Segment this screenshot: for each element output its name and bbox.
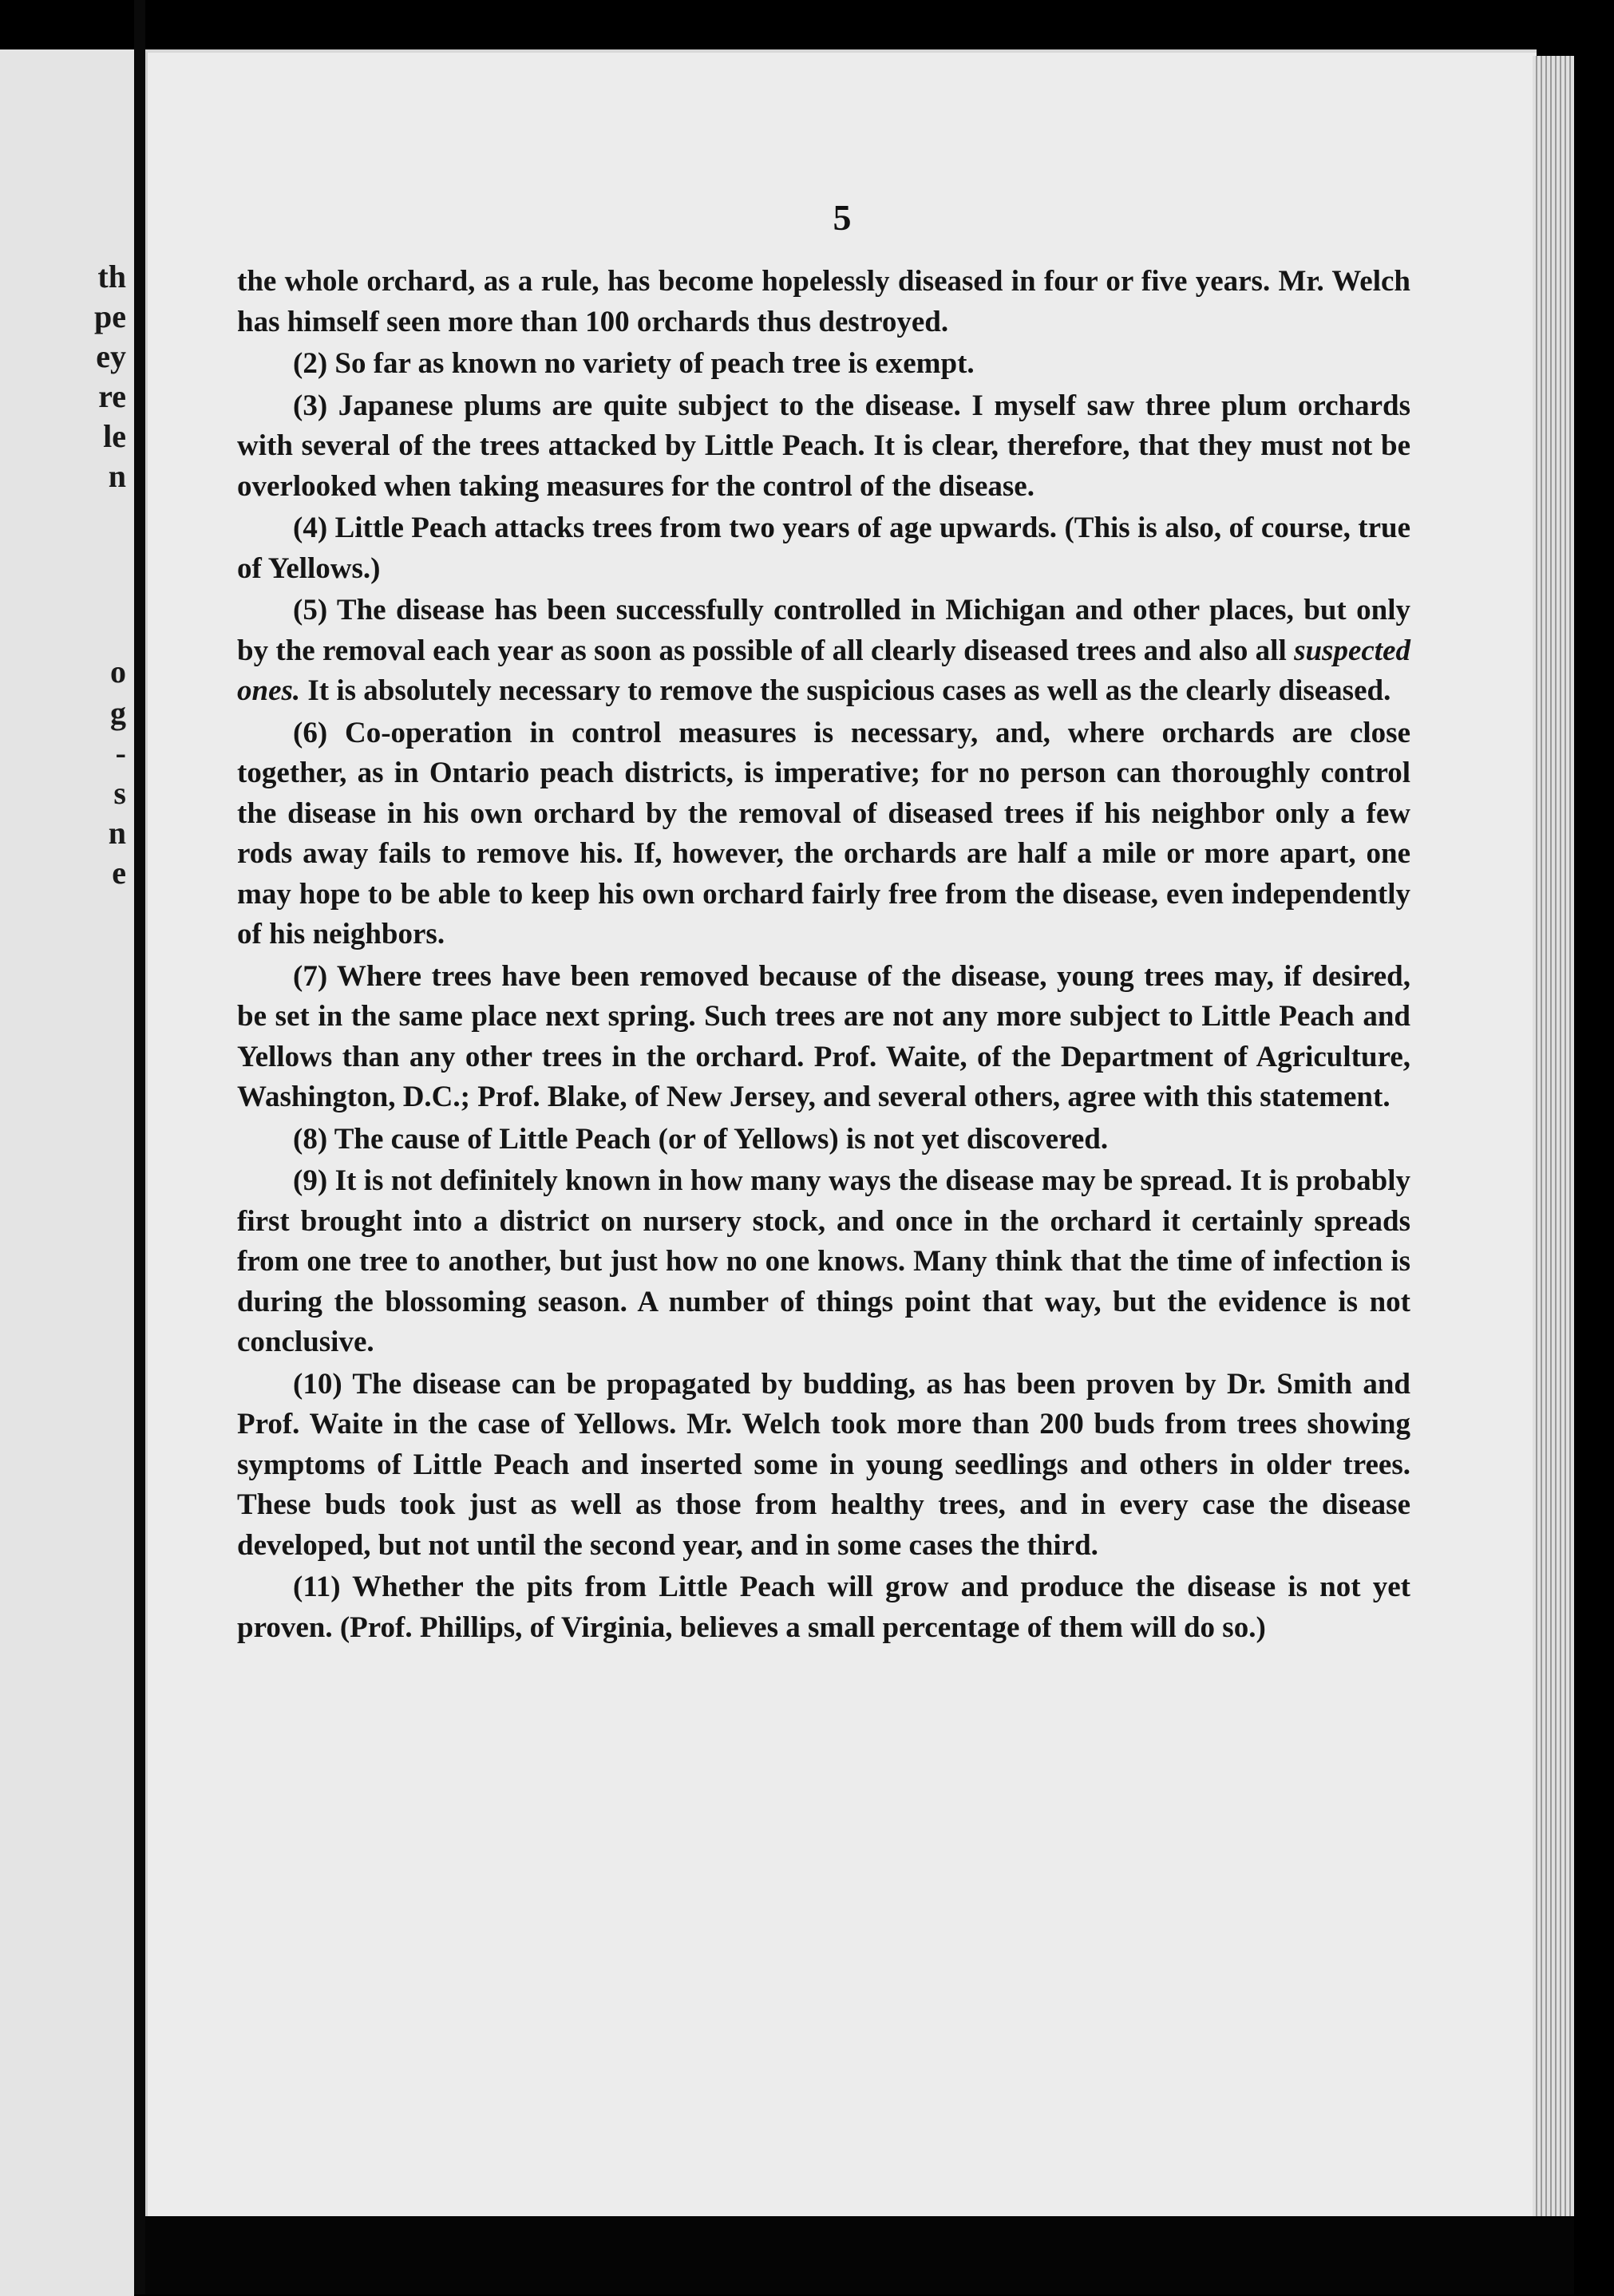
book-page: [145, 49, 1537, 2219]
left-page-fragment: le: [103, 418, 126, 454]
paragraph: (10) The disease can be propagated by budding, as has been proven by Dr. Smith and Prof. Waite in the case of Yellows. Mr. Welch took more than 200 buds from trees showing symptoms of Little Peach and inserted some in young seedlings and others in older trees. These buds took just as well as those from healthy trees, and in every case the disease developed, but not until the second year, and in some cases the third.: [237, 1367, 1410, 1562]
paragraph: (4) Little Peach attacks trees from two years of age upwards. (This is also, of course, true of Yellows.): [237, 512, 1410, 585]
left-page-fragment: -: [115, 735, 126, 771]
page-number: 5: [833, 197, 852, 238]
paragraph: the whole orchard, as a rule, has become hopelessly diseased in four or five years. Mr. Welch has himself seen more than 100 orchards thus destroyed.: [237, 265, 1410, 338]
left-page-fragment: e: [112, 855, 126, 891]
left-page-fragment: o: [110, 654, 126, 690]
emphasized-text: suspected ones.: [237, 634, 1410, 707]
left-page-fragment: n: [108, 815, 126, 851]
bottom-shadow: [145, 2216, 1574, 2294]
page-edges: [1533, 56, 1574, 2219]
paragraph: (11) Whether the pits from Little Peach will grow and produce the disease is not yet proven. (Prof. Phillips, of Virginia, believes a small percentage of them will do so.): [237, 1571, 1410, 1644]
page-text: [237, 262, 1410, 1650]
paragraph-text: It is absolutely necessary to remove the suspicious cases as well as the clearly diseased.: [300, 674, 1391, 707]
left-page-fragment: re: [98, 378, 126, 414]
left-facing-page: [0, 49, 134, 2296]
left-page-fragment: n: [108, 458, 126, 494]
book-gutter: [134, 0, 145, 2294]
left-page-fragment: th: [97, 259, 126, 294]
left-page-fragment: g: [110, 695, 126, 731]
paragraph: (2) So far as known no variety of peach tree is exempt.: [293, 347, 975, 380]
paragraph: (3) Japanese plums are quite subject to the disease. I myself saw three plum orchards with several of the trees attacked by Little Peach. It is clear, therefore, that they must not be overlooked when taking measures for the control of the disease.: [237, 389, 1410, 503]
paragraph: (8) The cause of Little Peach (or of Yellows) is not yet discovered.: [293, 1122, 1109, 1156]
paragraph: [237, 591, 1410, 712]
paragraph-text: (5) The disease has been successfully controlled in Michigan and other places, but only by the removal each year as soon as possible of all clearly diseased trees and also all: [237, 594, 1410, 667]
paragraph: (6) Co-operation in control measures is necessary, and, where orchards are close together, as in Ontario peach districts, is imperative; for no person can thoroughly control the disease in his own orchard by the removal of diseased trees if his neighbor only a few rods away fails to remove his. If, however, the orchards are half a mile or more apart, one may hope to be able to keep his own orchard fairly free from the disease, even independently of his neighbors.: [237, 716, 1410, 950]
left-page-fragment: ey: [96, 338, 126, 374]
paragraph: (7) Where trees have been removed because of the disease, young trees may, if desired, be set in the same place next spring. Such trees are not any more subject to Little Peach and Yellows than any other trees in the orchard. Prof. Waite, of the Department of Agriculture, Washington, D.C.; Prof. Blake, of New Jersey, and several others, agree with this statement.: [237, 959, 1410, 1113]
left-page-fragment: pe: [94, 298, 126, 334]
paragraph: (9) It is not definitely known in how many ways the disease may be spread. It is probably first brought into a district on nursery stock, and once in the orchard it certainly spreads from one tree to another, but just how no one knows. Many think that the time of infection is during the blossoming season. A number of things point that way, but the evidence is not conclusive.: [237, 1164, 1410, 1358]
left-page-fragment: s: [113, 775, 126, 811]
